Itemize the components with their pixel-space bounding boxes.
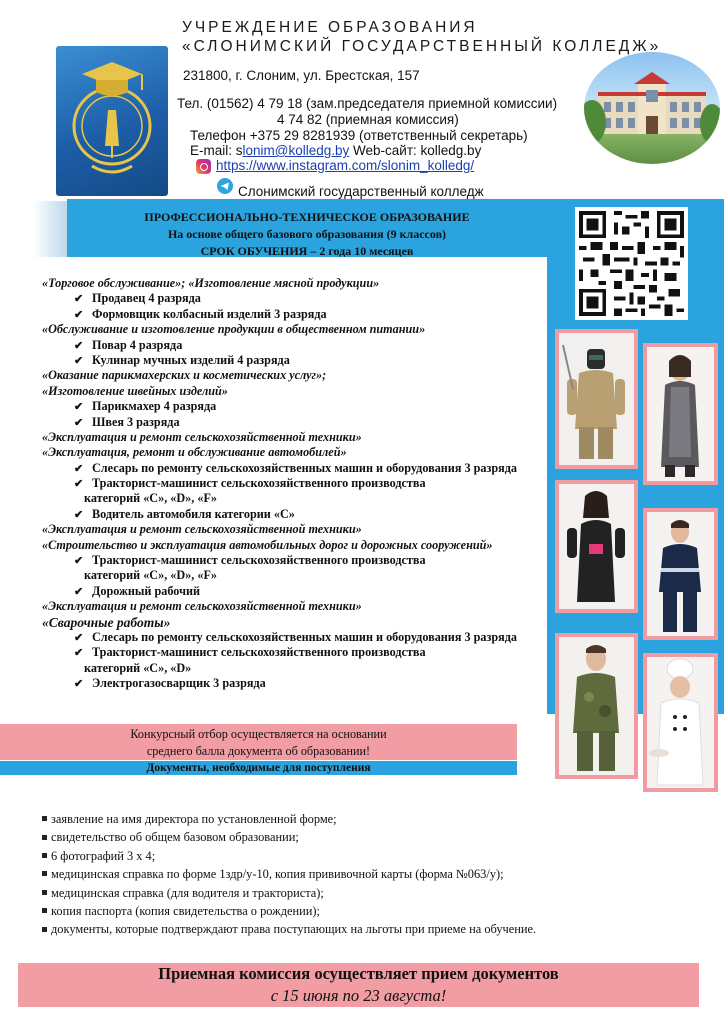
profession-label: Парикмахер 4 разряда	[92, 399, 217, 414]
checkmark-icon: ✔	[74, 401, 84, 414]
telegram-channel[interactable]: Слонимский государственный колледж	[238, 184, 484, 199]
document-label: свидетельство об общем базовом образовании;	[51, 830, 299, 845]
document-item	[42, 884, 682, 902]
program-profession	[36, 415, 556, 430]
profession-label: Слесарь по ремонту сельскохозяйственных машин и оборудования 3 разряда	[92, 460, 518, 475]
program-profession-continued: категорий «С», «D», «F»	[84, 491, 218, 506]
documents-list	[42, 810, 682, 939]
profession-label: Швея 3 разряда	[92, 414, 180, 429]
checkmark-icon: ✔	[74, 647, 84, 660]
program-profession	[36, 461, 556, 476]
bullet-icon	[42, 853, 47, 858]
checkmark-icon: ✔	[74, 555, 84, 568]
program-category: «Эксплуатация и ремонт сельскохозяйственной техники»	[42, 522, 362, 537]
profession-label: Продавец 4 разряда	[92, 291, 201, 306]
profession-label: Тракторист-машинист сельскохозяйственного производства	[92, 645, 426, 660]
photo-road-worker	[643, 508, 718, 640]
instagram-link[interactable]: https://www.instagram.com/slonim_kolledg/	[216, 158, 475, 173]
program-profession	[36, 645, 556, 660]
program-category: «Изготовление швейных изделий»	[42, 383, 228, 398]
document-label: медицинская справка по форме 1здр/у-10, копия прививочной карты (форма №063/у);	[51, 867, 504, 882]
program-category: «Сварочные работы»	[42, 614, 171, 630]
profession-label: Водитель автомобиля категории «С»	[92, 506, 295, 521]
photo-tailor	[643, 343, 718, 485]
profession-label: Кулинар мучных изделий 4 разряда	[92, 352, 290, 367]
program-profession	[36, 476, 556, 491]
program-category: «Эксплуатация и ремонт сельскохозяйственной техники»	[42, 599, 362, 614]
profession-label: Повар 4 разряда	[92, 337, 183, 352]
profession-label: Формовщик колбасный изделий 3 разряда	[92, 306, 327, 321]
document-label: копия паспорта (копия свидетельства о рождении);	[51, 903, 320, 918]
document-label: 6 фотографий 3 х 4;	[51, 848, 156, 863]
program-category: «Торговое обслуживание»; «Изготовление мясной продукции»	[42, 276, 380, 290]
bullet-icon	[42, 890, 47, 895]
competition-line-2: среднего балла документа об образовании!	[146, 744, 371, 758]
email-link[interactable]: lonim@kolledg.by	[242, 143, 350, 158]
checkmark-icon: ✔	[74, 416, 84, 429]
bullet-icon	[42, 908, 47, 913]
checkmark-icon: ✔	[74, 339, 84, 352]
program-profession	[36, 307, 556, 322]
program-profession	[36, 399, 556, 414]
contact-email-web	[190, 143, 481, 158]
photo-hairdresser	[555, 480, 638, 613]
qr-code[interactable]	[575, 207, 688, 320]
document-item	[42, 865, 682, 883]
photo-cook	[643, 653, 718, 792]
college-logo	[56, 46, 168, 196]
document-label: медицинская справка (для водителя и тракториста);	[51, 885, 324, 900]
program-profession	[36, 630, 556, 645]
bullet-icon	[42, 927, 47, 932]
program-profession	[36, 676, 556, 691]
footer-line-1: Приемная комиссия осуществляет прием документов	[158, 964, 559, 983]
competition-line-1: Конкурсный отбор осуществляется на основании	[130, 727, 387, 741]
profession-label: Тракторист-машинист сельскохозяйственного производства	[92, 553, 426, 568]
document-label: заявление на имя директора по установленной форме;	[51, 812, 337, 826]
website[interactable]: Web-сайт: kolledg.by	[349, 143, 482, 158]
photo-welder	[555, 329, 638, 469]
footer-line-2: с 15 июня по 23 августа!	[270, 986, 447, 1005]
checkmark-icon: ✔	[74, 354, 84, 367]
program-profession	[36, 338, 556, 353]
program-list	[36, 276, 556, 692]
document-item	[42, 920, 682, 938]
band-shadow	[33, 201, 67, 257]
college-building-photo	[584, 52, 720, 164]
checkmark-icon: ✔	[74, 678, 84, 691]
checkmark-icon: ✔	[74, 462, 84, 475]
program-category: «Эксплуатация, ремонт и обслуживание автомобилей»	[42, 445, 347, 460]
profession-label: Тракторист-машинист сельскохозяйственного производства	[92, 476, 426, 491]
document-item	[42, 828, 682, 846]
program-category: «Оказание парикмахерских и косметических услуг»;	[42, 368, 327, 383]
document-item	[42, 810, 682, 828]
checkmark-icon: ✔	[74, 631, 84, 644]
instagram-icon	[196, 159, 211, 174]
profession-label: Слесарь по ремонту сельскохозяйственных машин и оборудования 3 разряда	[92, 629, 518, 644]
institution-name: «СЛОНИМСКИЙ ГОСУДАРСТВЕННЫЙ КОЛЛЕДЖ»	[182, 38, 662, 55]
program-profession-continued: категорий «С», «D»	[84, 660, 192, 675]
checkmark-icon: ✔	[74, 585, 84, 598]
program-profession-continued: категорий «С», «D», «F»	[84, 568, 218, 583]
program-category: «Строительство и эксплуатация автомобильных дорог и дорожных сооружений»	[42, 537, 493, 552]
education-duration: СРОК ОБУЧЕНИЯ – 2 года 10 месяцев	[200, 244, 414, 258]
institution-type: УЧРЕЖДЕНИЕ ОБРАЗОВАНИЯ	[182, 19, 478, 36]
program-profession	[36, 553, 556, 568]
bullet-icon	[42, 871, 47, 876]
profession-label: Электрогазосварщик 3 разряда	[92, 676, 266, 691]
education-type: ПРОФЕССИОНАЛЬНО-ТЕХНИЧЕСКОЕ ОБРАЗОВАНИЕ	[144, 210, 470, 224]
bullet-icon	[42, 835, 47, 840]
checkmark-icon: ✔	[74, 478, 84, 491]
profession-label: Дорожный рабочий	[92, 583, 200, 598]
phone-line-1: Тел. (01562) 4 79 18 (зам.председателя приемной комиссии)	[177, 96, 558, 111]
email-label: E-mail: s	[190, 143, 243, 158]
bullet-icon	[42, 816, 47, 821]
program-profession	[36, 353, 556, 368]
program-category: «Обслуживание и изготовление продукции в общественном питании»	[42, 322, 426, 337]
program-category: «Эксплуатация и ремонт сельскохозяйственной техники»	[42, 429, 362, 444]
documents-title: Документы, необходимые для поступления	[146, 762, 371, 774]
program-profession	[36, 584, 556, 599]
checkmark-icon: ✔	[74, 508, 84, 521]
address: 231800, г. Слоним, ул. Брестская, 157	[183, 68, 420, 83]
document-label: документы, которые подтверждают права поступающих на льготы при приеме на обучение.	[51, 922, 537, 937]
document-item	[42, 902, 682, 920]
checkmark-icon: ✔	[74, 293, 84, 306]
education-basis: На основе общего базового образования (9 классов)	[167, 227, 447, 241]
telegram-icon	[217, 178, 233, 194]
program-profession	[36, 291, 556, 306]
program-profession	[36, 507, 556, 522]
document-item	[42, 847, 682, 865]
photo-mechanic	[555, 633, 638, 779]
phone-line-3: Телефон +375 29 8281939 (ответственный секретарь)	[190, 128, 528, 143]
phone-line-2: 4 74 82 (приемная комиссия)	[277, 112, 459, 127]
checkmark-icon: ✔	[74, 308, 84, 321]
